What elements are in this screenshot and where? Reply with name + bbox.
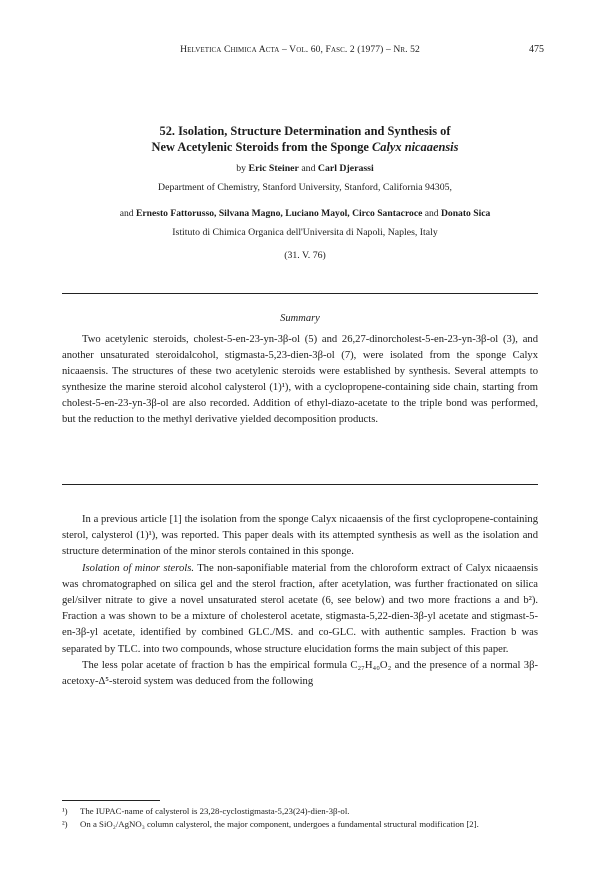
title-line-2-text: New Acetylenic Steroids from the Sponge [151,140,373,154]
by-prefix: by [236,163,249,174]
running-head-text: Helvetica Chimica Acta – Vol. 60, Fasc. 2 (1977) – Nr. 52 [180,44,420,55]
title-species-name: Calyx nicaaensis [372,140,459,154]
summary-top-rule [62,293,538,294]
page-number: 475 [529,44,544,55]
body-paragraph-3: The less polar acetate of fraction b has the empirical formula C₂₇H₄₀O₂ and the presence of a normal 3β-acetoxy-Δ⁵-steroid system was deduced from the following [62,659,538,688]
footnote-1-text: The IUPAC-name of calysterol is 23,28-cyclostigmasta-5,23(24)-dien-3β-ol. [80,806,350,816]
footnote-2-text: On a SiO₂/AgNO₃ column calysterol, the major component, undergoes a fundamental structural modification [2]. [80,818,479,829]
footnote-1 [62,805,538,818]
affiliation-stanford: Department of Chemistry, Stanford University, Stanford, California 94305, [158,182,452,193]
footnote-rule [62,800,160,801]
article-title [70,123,540,155]
and-word-2: and [422,208,441,219]
body-paragraph-1: In a previous article [1] the isolation from the sponge Calyx nicaaensis of the first cyclopropene-containing sterol, calysterol (1)¹), was reported. This paper deals with its attempted synthesis as well as the isolation and structure determination of the minor sterols contained in this sponge. [62,514,538,558]
summary-text [62,332,538,429]
footnote-2 [62,818,538,831]
author-djerassi: Carl Djerassi [317,163,374,174]
summary-heading: Summary [280,313,320,324]
and-prefix: and [119,208,136,219]
footnote-2-mark: ²) [62,818,68,829]
authors-naples: Ernesto Fattorusso, Silvana Magno, Luciano Mayol, Circo Santacroce [135,208,423,219]
author-line-2 [52,208,558,219]
summary-paragraph: Two acetylenic steroids, cholest-5-en-23-yn-3β-ol (5) and 26,27-dinorcholest-5-en-23-yn-3β-ol (3), and another unsaturated steroidalcohol, stigmasta-5,23-dien-3β-ol (7), were isolated from the sponge Calyx nicaaensis. The structures of these two acetylenic steroids were established by synthesis. Several attempts to synthesize the marine steroid alcohol calysterol (1)¹), with a cyclopropene-containing side chain, starting from cholest-5-en-23-yn-3β-ol are also recorded. Addition of ethyl-diazo-acetate to the triple bond was performed, but the reduction to the methyl derivative yielded decomposition products. [62,334,538,426]
title-line-1: 52. Isolation, Structure Determination and Synthesis of [159,124,451,138]
author-steiner: Eric Steiner [248,163,299,174]
author-sica: Donato Sica [441,208,491,219]
body-paragraph-2-text: The non-saponifiable material from the chloroform extract of Calyx nicaaensis was chromatographed on silica gel and the sterol fraction, after acetylation, was further fractionated on silica gel/silver nitrate to give a novel unsaturated sterol acetate (6, see below) and two more fractions a and b²). Fraction a was shown to be a mixture of cholesterol acetate, stigmasta-5,22-dien-3β-yl acetate and stigmast-5-en-3β-yl acetate, identified by combined GLC./MS. and co-GLC. with authentic samples. Fraction b was separated by TLC. into two compounds, whose structure elucidation forms the main subject of this paper. [62,562,538,655]
body-paragraph-2 [62,561,538,658]
summary-bottom-rule [62,484,538,485]
footnote-1-mark: ¹) [62,806,68,816]
footnotes [62,805,538,830]
body-text [62,512,538,690]
section-heading-isolation: Isolation of minor sterols. [82,562,194,574]
and-word-1: and [298,163,318,174]
author-line-1 [60,163,550,174]
received-date: (31. V. 76) [284,250,326,261]
affiliation-naples: Istituto di Chimica Organica dell'Universita di Napoli, Naples, Italy [172,227,438,238]
title-line-2 [70,139,540,155]
running-head [62,44,538,55]
